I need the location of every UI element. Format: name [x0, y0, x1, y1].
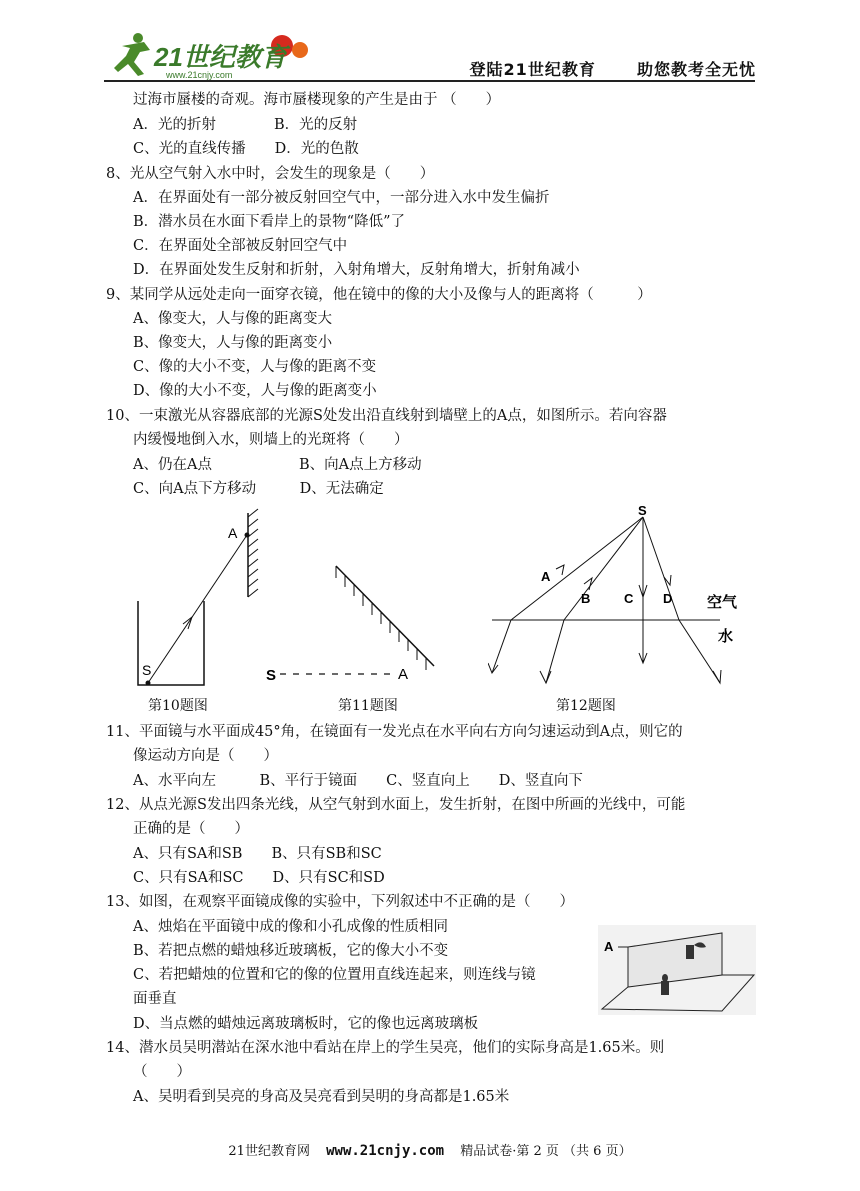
- figure-12: [488, 503, 750, 691]
- caption-fig11: 第11题图: [338, 698, 398, 714]
- q8-stem: 8、光从空气射入水中时，会发生的现象是（ ）: [106, 166, 435, 182]
- q14-stem-1: 14、潜水员吴明潜站在深水池中看站在岸上的学生吴亮，他们的实际身高是1.65米。则: [106, 1040, 665, 1056]
- q13-option-d: D、当点燃的蜡烛远离玻璃板时，它的像也远离玻璃板: [133, 1016, 479, 1032]
- logo-url: www.21cnjy.com: [166, 70, 233, 80]
- q7-options-2: C、光的直线传播 D．光的色散: [133, 141, 359, 157]
- fig11-label-a: A: [398, 666, 409, 683]
- q14-stem-2: （ ）: [133, 1064, 191, 1080]
- fig12-label-s: S: [638, 503, 647, 518]
- page-footer: [0, 1140, 860, 1159]
- q13-option-c-1: C、若把蜡烛的位置和它的像的位置用直线连起来，则连线与镜: [133, 967, 536, 983]
- fig12-label-air: 空气: [707, 594, 738, 611]
- q9-option-b: B、像变大，人与像的距离变小: [133, 335, 333, 351]
- q8-option-b: B．潜水员在水面下看岸上的景物“降低”了: [133, 214, 405, 230]
- q7-continuation: 过海市蜃楼的奇观。海市蜃楼现象的产生是由于 （ ）: [133, 92, 501, 108]
- footer-page: 精品试卷·第 2 页 （共 6 页）: [460, 1144, 632, 1159]
- q8-option-c: C．在界面处全部被反射回空气中: [133, 238, 348, 254]
- q13-option-b: B、若把点燃的蜡烛移近玻璃板，它的像大小不变: [133, 943, 449, 959]
- fig12-label-a: A: [541, 569, 551, 584]
- fig10-label-a: A: [228, 525, 238, 541]
- q13-option-c-2: 面垂直: [133, 991, 177, 1007]
- footer-url[interactable]: www.21cnjy.com: [326, 1143, 445, 1159]
- fig12-label-d: D: [663, 591, 673, 606]
- caption-fig10: 第10题图: [148, 698, 208, 714]
- q8-option-d: D．在界面处发生反射和折射，入射角增大，反射角增大，折射角减小: [133, 262, 580, 278]
- q13-option-a: A、烛焰在平面镜中成的像和小孔成像的性质相同: [133, 919, 448, 935]
- q14-option-a: A、吴明看到吴亮的身高及吴亮看到吴明的身高都是1.65米: [133, 1089, 510, 1105]
- q13-stem: 13、如图，在观察平面镜成像的实验中，下列叙述中不正确的是（ ）: [106, 894, 574, 910]
- q11-options: A、水平向左 B、平行于镜面 C、竖直向上 D、竖直向下: [133, 773, 583, 789]
- site-logo: [104, 28, 324, 80]
- caption-fig12: 第12题图: [556, 698, 616, 714]
- fig12-label-water: 水: [718, 628, 734, 645]
- q11-stem-2: 像运动方向是（ ）: [133, 748, 278, 764]
- q8-option-a: A．在界面处有一部分被反射回空气中，一部分进入水中发生偏折: [133, 190, 550, 206]
- q12-stem-1: 12、从点光源S发出四条光线，从空气射到水面上，发生折射，在图中所画的光线中，可能: [106, 797, 686, 813]
- q9-option-d: D、像的大小不变，人与像的距离变小: [133, 383, 377, 399]
- fig12-label-c: C: [624, 591, 634, 606]
- fig10-label-s: S: [142, 662, 152, 678]
- tagline-right: 助您教考全无忧: [636, 60, 756, 79]
- q10-stem-2: 内缓慢地倒入水，则墙上的光斑将（ ）: [133, 432, 409, 448]
- logo-text: 21世纪教育: [154, 42, 287, 72]
- header-rule: [104, 80, 755, 82]
- q7-options-1: A．光的折射 B．光的反射: [133, 117, 358, 133]
- figure-13: [598, 925, 756, 1015]
- fig12-label-b: B: [581, 591, 591, 606]
- fig13-label-a: A: [604, 939, 614, 954]
- q9-option-c: C、像的大小不变，人与像的距离不变: [133, 359, 377, 375]
- fig11-label-s: S: [266, 667, 277, 684]
- q11-stem-1: 11、平面镜与水平面成45°角，在镜面有一发光点在水平向右方向匀速运动到A点，则它的: [106, 724, 683, 740]
- header-tagline: [470, 57, 756, 80]
- q12-options-2: C、只有SA和SC D、只有SC和SD: [133, 870, 385, 886]
- figure-11: [262, 558, 442, 688]
- q10-options-2: C、向A点下方移动 D、无法确定: [133, 481, 384, 497]
- q9-option-a: A、像变大，人与像的距离变大: [133, 311, 332, 327]
- figure-10: [130, 505, 270, 690]
- footer-site: 21世纪教育网: [228, 1144, 310, 1159]
- tagline-left: 登陆21世纪教育: [469, 60, 596, 79]
- q12-stem-2: 正确的是（ ）: [133, 821, 249, 837]
- q10-stem-1: 10、一束激光从容器底部的光源S处发出沿直线射到墙壁上的A点，如图所示。若向容器: [106, 408, 667, 424]
- q12-options-1: A、只有SA和SB B、只有SB和SC: [133, 846, 382, 862]
- q9-stem: 9、某同学从远处走向一面穿衣镜，他在镜中的像的大小及像与人的距离将（ ）: [106, 287, 652, 303]
- q10-options-1: A、仍在A点 B、向A点上方移动: [133, 457, 422, 473]
